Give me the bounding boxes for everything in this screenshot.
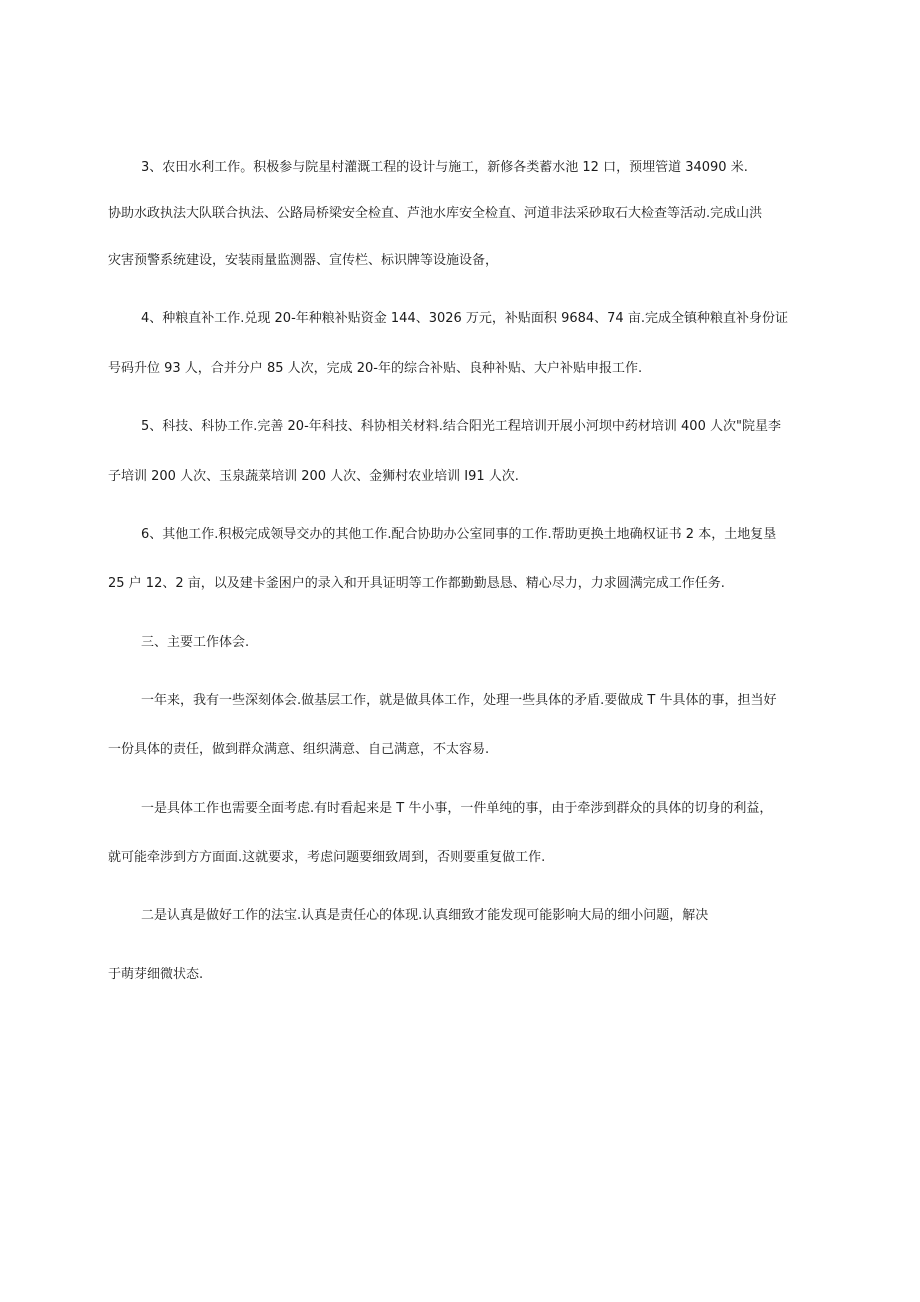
paragraph-3-line-2: 子培训 200 人次、玉泉蔬菜培训 200 人次、金狮村农业培训 I91 人次. <box>108 469 519 484</box>
paragraph-2-line-2: 号码升位 93 人，合并分户 85 人次，完成 20-年的综合补贴、良种补贴、大户补贴申报工作. <box>108 361 643 376</box>
paragraph-7-line-2: 于萌芽细微状态. <box>108 967 204 982</box>
paragraph-6-line-1: 一是具体工作也需要全面考虑.有时看起来是 T 牛小事，一件单纯的事，由于牵涉到群众的具体的切身的利益， <box>141 801 773 816</box>
paragraph-4-line-2: 25 户 12、2 亩，以及建卡釜困户的录入和开具证明等工作都勤勤恳恳、精心尽力，力求圆满完成工作任务. <box>108 576 725 591</box>
paragraph-1-line-3: 灾害预警系统建设，安装雨量监测器、宣传栏、标识牌等设施设备， <box>108 253 499 268</box>
paragraph-4-line-1: 6、其他工作.积极完成领导交办的其他工作.配合协助办公室同事的工作.帮助更换土地确权证书 2 本，土地复垦 <box>141 527 777 542</box>
paragraph-2-line-1: 4、种粮直补工作.兑现 20-年种粮补贴资金 144、3026 万元，补贴面积 9684、74 亩.完成全镇种粮直补身份证 <box>141 311 788 326</box>
paragraph-3-line-1: 5、科技、科协工作.完善 20-年科技、科协相关材料.结合阳光工程培训开展小河坝中药材培训 400 人次"院星李 <box>141 419 781 434</box>
paragraph-5-line-1: 一年来，我有一些深刻体会.做基层工作，就是做具体工作，处理一些具体的矛盾.要做成 T 牛具体的事，担当好 <box>141 693 777 708</box>
paragraph-1-line-1: 3、农田水利工作。积极参与院星村灌溉工程的设计与施工，新修各类蓄水池 12 口，预埋管道 34090 米. <box>141 160 748 175</box>
paragraph-6-line-2: 就可能牵涉到方方面面.这就要求，考虑问题要细致周到，否则要重复做工作. <box>108 850 546 865</box>
paragraph-1-line-2: 协助水政执法大队联合执法、公路局桥梁安全检直、芦池水库安全检直、河道非法采砂取石大检查等活动.完成山洪 <box>108 206 763 221</box>
paragraph-5-line-2: 一份具体的责任，做到群众满意、组织满意、自己满意，不太容易. <box>108 742 490 757</box>
section-heading: 三、主要工作体会. <box>141 635 250 650</box>
paragraph-7-line-1: 二是认真是做好工作的法宝.认真是责任心的体现.认真细致才能发现可能影响大局的细小问题，解决 <box>141 908 709 923</box>
